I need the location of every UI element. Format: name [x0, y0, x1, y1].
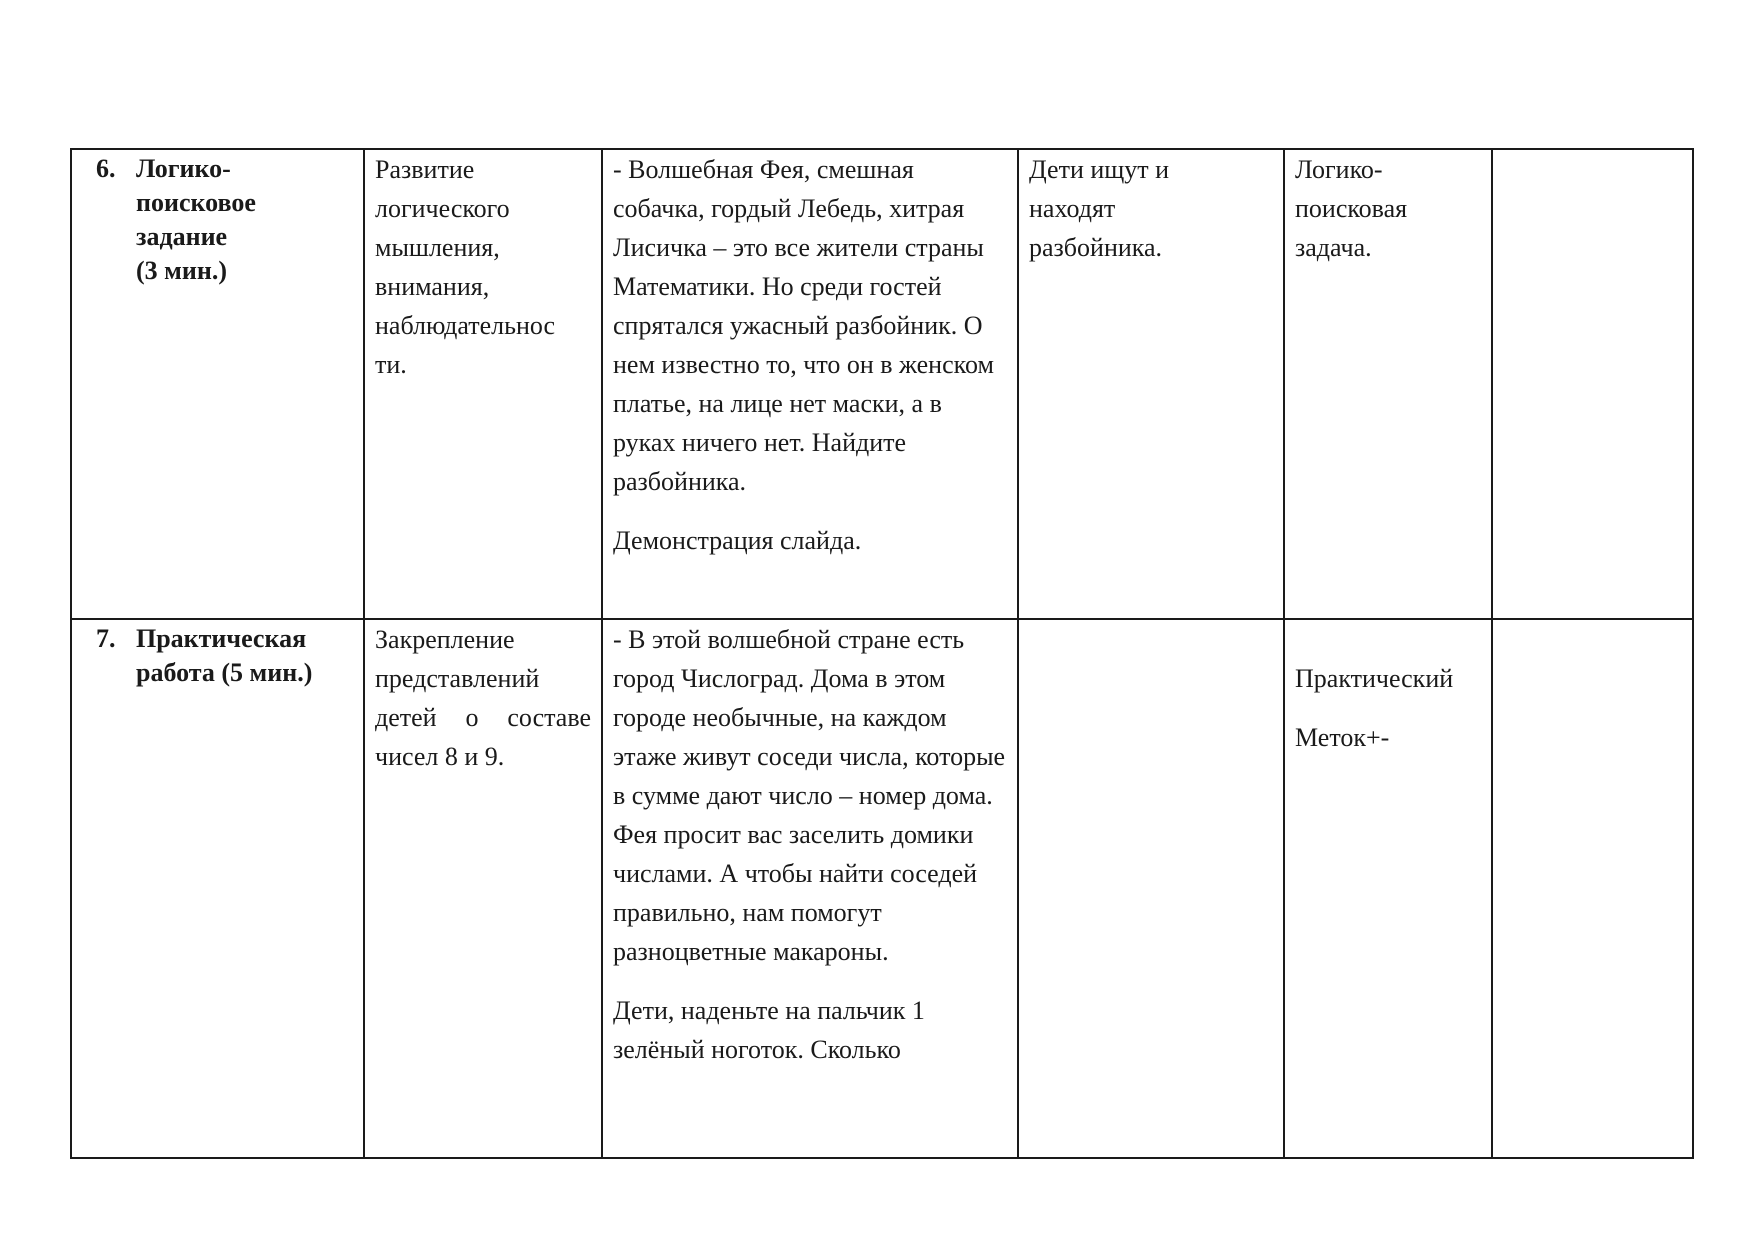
goal-line: внимания,	[375, 272, 490, 301]
stage-title-line: Практическая	[136, 624, 307, 653]
method-line: поисковая	[1295, 194, 1408, 223]
teacher-paragraph: - В этой волшебной стране есть город Числоград. Дома в этом городе необычные, на каждом этаже живут соседи числа, которые в сумме дают число – номер дома. Фея просит вас заселить домики числами. А чтобы найти соседей правильно, нам помогут разноцветные макароны.	[613, 625, 1006, 966]
stage-number: 6.	[96, 154, 116, 183]
teacher-paragraph: - Волшебная Фея, смешная собачка, гордый Лебедь, хитрая Лисичка – это все жители страны Математики. Но среди гостей спрятался ужасный разбойник. О нем известно то, что он в женском платье, на лице нет маски, а в руках ничего нет. Найдите разбойника.	[613, 155, 994, 496]
method-cell	[1284, 619, 1492, 1158]
goal-line: логического	[375, 194, 510, 223]
teacher-paragraph: Дети, наденьте на пальчик 1 зелёный ноготок. Сколько	[613, 996, 925, 1064]
goal-line: детей о составе	[375, 703, 591, 732]
stage-cell	[71, 149, 364, 619]
stage-title-line: Логико-	[136, 154, 231, 183]
stage-cell	[71, 619, 364, 1158]
stage-title-line: работа (5 мин.)	[136, 658, 313, 687]
teacher-activity-cell	[602, 149, 1018, 619]
children-activity-cell	[1018, 149, 1284, 619]
stage-title-line: поисковое	[136, 188, 256, 217]
children-activity-cell	[1018, 619, 1284, 1158]
stage-title-line: задание	[136, 222, 228, 251]
goal-line: представлений	[375, 664, 540, 693]
method-line: задача.	[1295, 233, 1372, 262]
goal-line: Закрепление	[375, 625, 515, 654]
result-cell	[1492, 619, 1693, 1158]
method-line: Логико-	[1295, 155, 1383, 184]
teacher-activity-cell	[602, 619, 1018, 1158]
stage-number: 7.	[96, 624, 116, 653]
children-line: разбойника.	[1029, 233, 1163, 262]
table-row	[71, 619, 1693, 1158]
goal-line: мышления,	[375, 233, 500, 262]
stage-title	[136, 152, 353, 288]
lesson-plan-table	[70, 148, 1694, 1159]
goal-line: наблюдательнос	[375, 311, 556, 340]
goal-line: чисел 8 и 9.	[375, 742, 505, 771]
goal-line: Развитие	[375, 155, 475, 184]
method-line: Меток+-	[1295, 723, 1390, 752]
stage-title-line: (3 мин.)	[136, 256, 227, 285]
children-line: находят	[1029, 194, 1116, 223]
method-line: Практический	[1295, 664, 1454, 693]
goal-cell	[364, 619, 602, 1158]
goal-line: ти.	[375, 350, 407, 379]
teacher-paragraph: Демонстрация слайда.	[613, 526, 862, 555]
stage-title	[136, 622, 353, 690]
method-cell	[1284, 149, 1492, 619]
children-line: Дети ищут и	[1029, 155, 1170, 184]
goal-cell	[364, 149, 602, 619]
result-cell	[1492, 149, 1693, 619]
table-row	[71, 149, 1693, 619]
